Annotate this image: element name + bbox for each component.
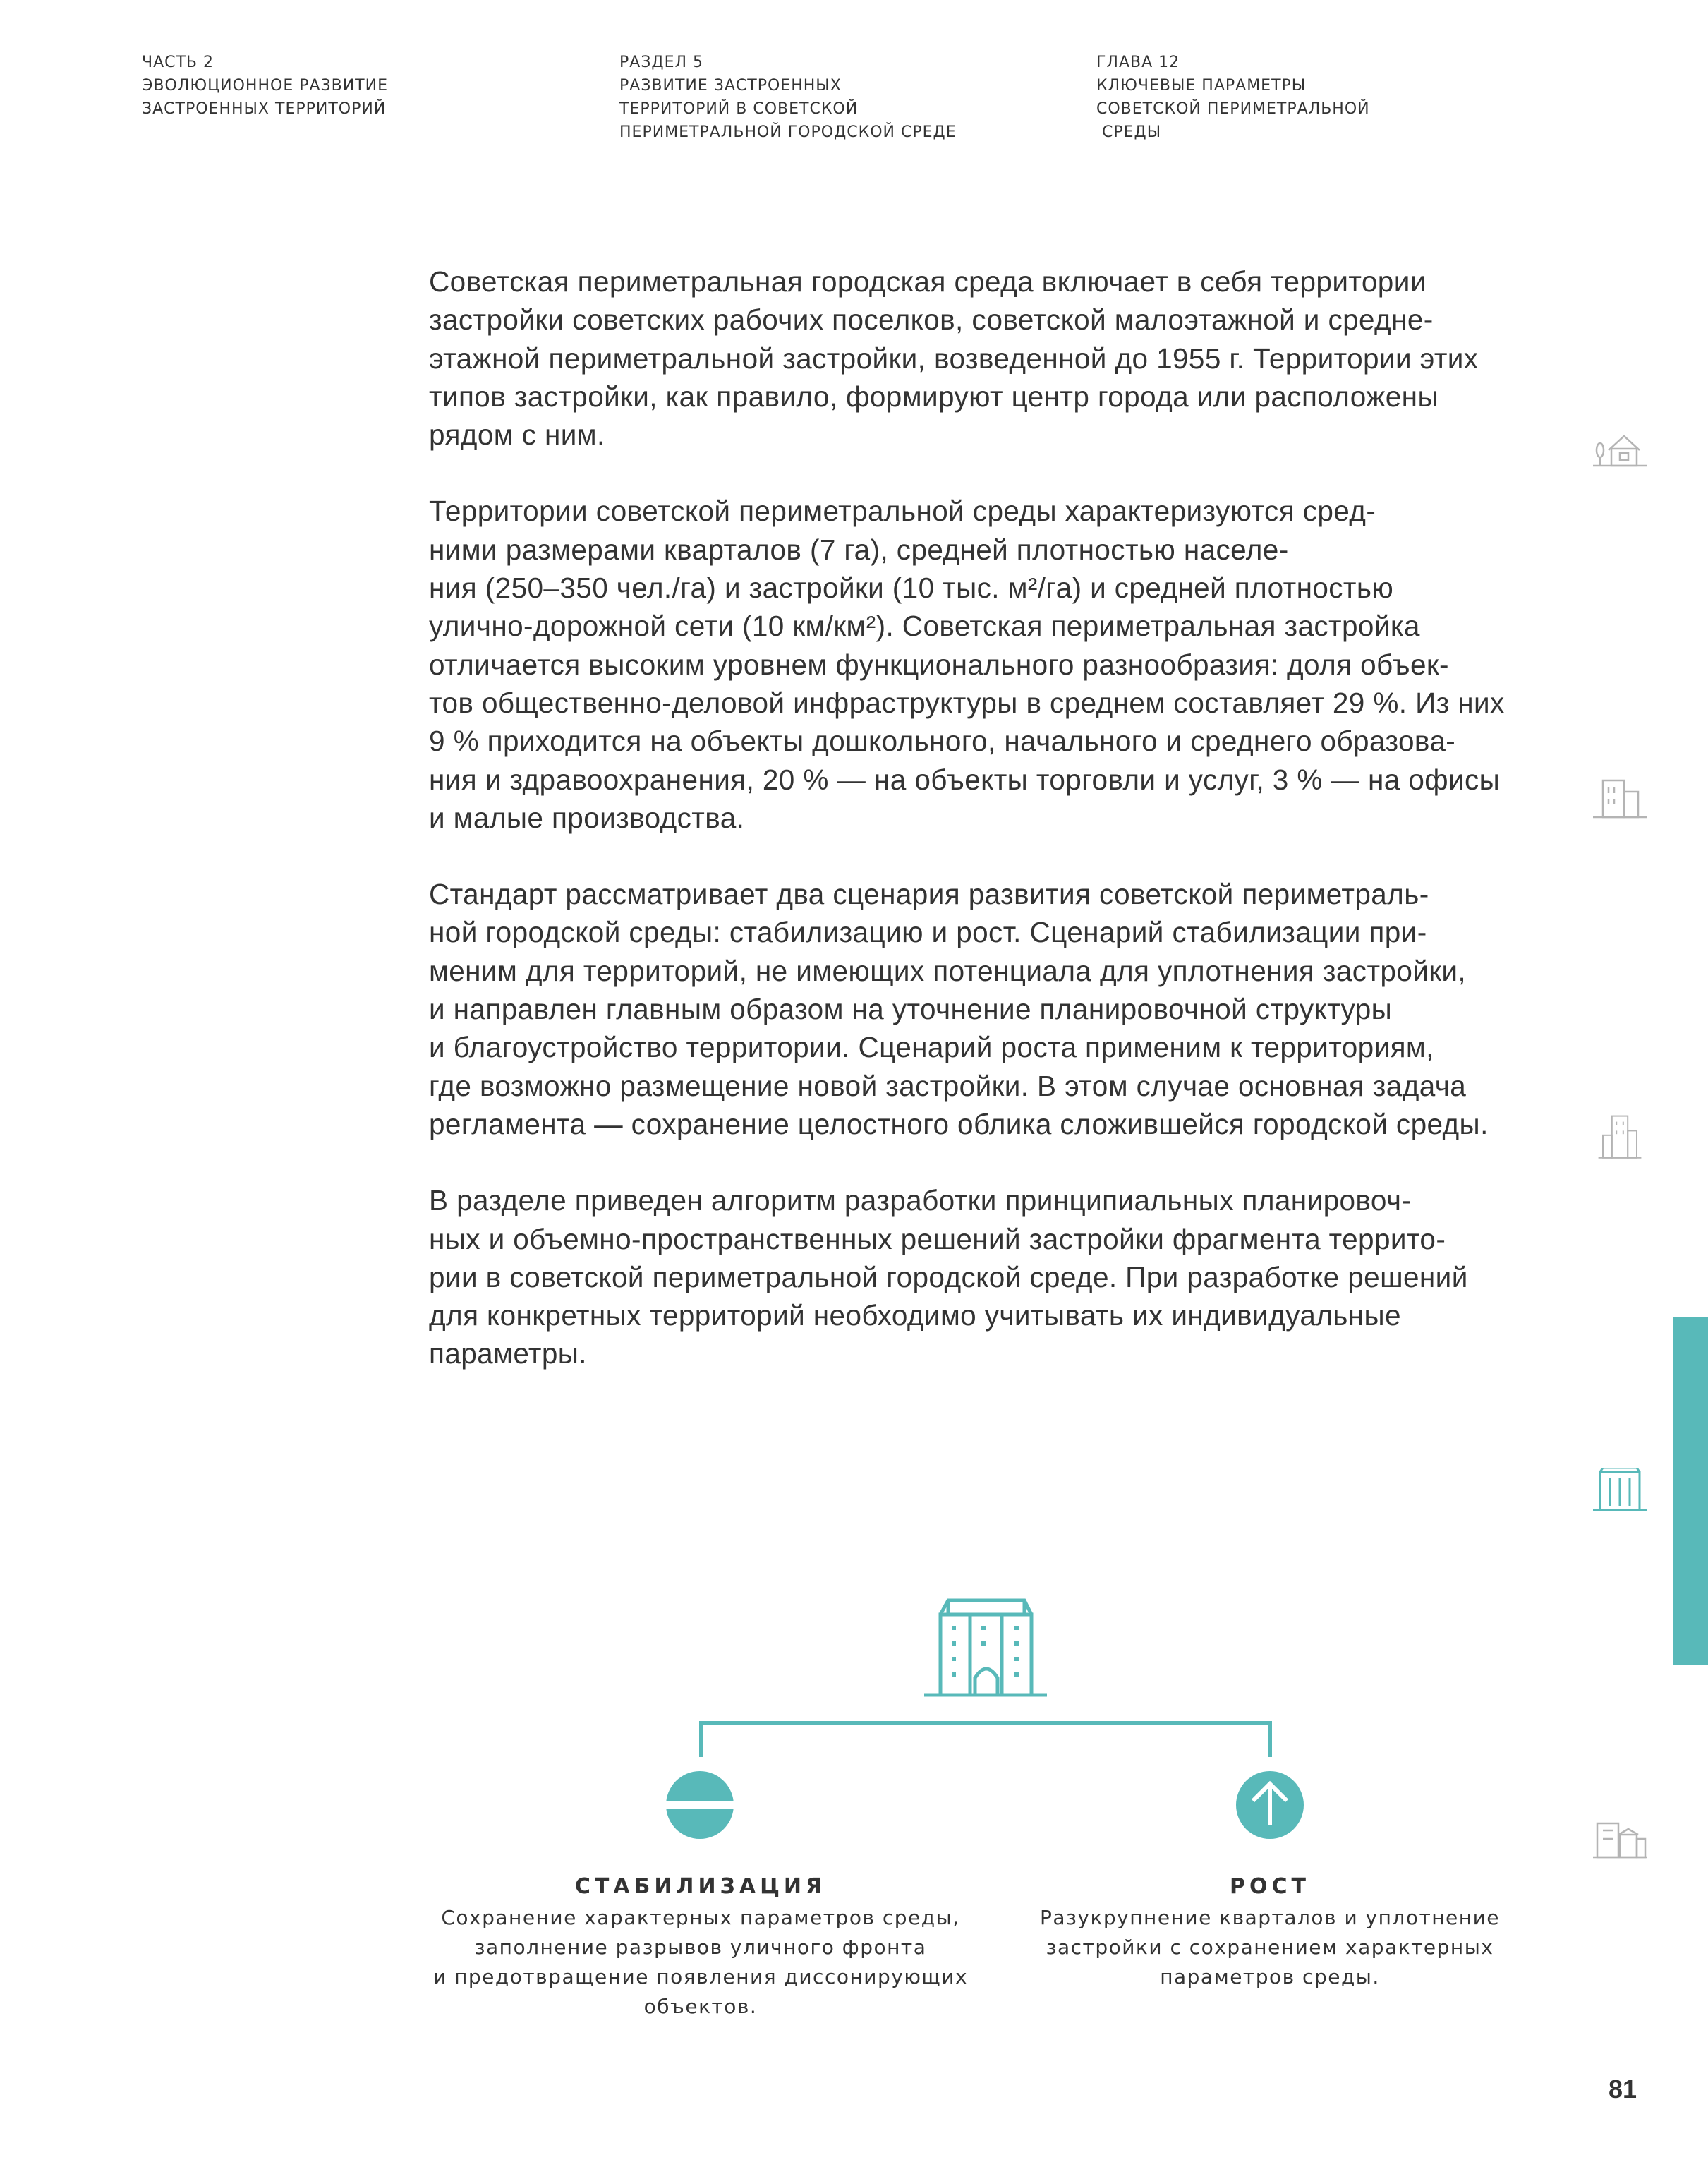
scenario-description: Сохранение характерных параметров среды, заполнение разрывов уличного фронта и предотвращение появления диссонирующих объектов. [432, 1906, 969, 2018]
scenario-title: РОСТ [1230, 1874, 1310, 1899]
low-rise-building-icon [1593, 776, 1647, 821]
page-number: 81 [1609, 2075, 1637, 2103]
section-tab-marker [1673, 1317, 1708, 1665]
scenario-stabilization [395, 1874, 1006, 2022]
paragraph-2: Территории советской периметральной среды характеризуются сред- ними размерами кварталов (7 га), средней плотностью населе- ния (250–350 чел./га) и застройки (10 тыс. м²/га) и средней плотностью улично-дорожной сети (10 км/км²). Советская периметральная застройка отличается высоким уровнем функционального разнообразия: доля объек- тов общественно-деловой инфраструктуры в среднем составляет 29 %. Из них 9 % приходится на объекты дошкольного, начального и среднего образова- ния и здравоохранения, 20 % — на объекты торговли и услуг, 3 % — на офисы и малые производства. [429, 495, 1505, 834]
arrow-up-circle-icon [1236, 1771, 1304, 1839]
scenario-growth [988, 1874, 1552, 1992]
body-text [429, 262, 1572, 1411]
perimeter-building-icon-active [1593, 1468, 1647, 1513]
scenario-title: СТАБИЛИЗАЦИЯ [574, 1874, 827, 1899]
mixed-buildings-icon [1593, 1818, 1647, 1863]
paragraph-4: В разделе приведен алгоритм разработки принципиальных планировоч- ных и объемно-пространственных решений застройки фрагмента террито- рии в советской периметральной городской среде. При разработке решений для конкретных территорий необходимо учитывать их индивидуальные параметры. [429, 1184, 1468, 1370]
header-section: РАЗДЕЛ 5 РАЗВИТИЕ ЗАСТРОЕННЫХ ТЕРРИТОРИЙ В СОВЕТСКОЙ ПЕРИМЕТРАЛЬНОЙ ГОРОДСКОЙ СРЕДЕ [619, 54, 957, 141]
house-with-tree-icon [1593, 426, 1647, 471]
header-part: ЧАСТЬ 2 ЭВОЛЮЦИОННОЕ РАЗВИТИЕ ЗАСТРОЕННЫХ ТЕРРИТОРИЙ [142, 54, 388, 118]
branch-connector [701, 1723, 1270, 1757]
paragraph-3: Стандарт рассматривает два сценария развития советской периметраль- ной городской среды: стабилизацию и рост. Сценарий стабилизации при- меним для территорий, не имеющих потенциала для уплотнения застройки, и направлен главным образом на уточнение планировочной структуры и благоустройство территории. Сценарий роста применим к территориям, где возможно размещение новой застройки. В этом случае основная задача регламента — сохранение целостного облика сложившейся городской среды. [429, 878, 1489, 1140]
paragraph-1: Советская периметральная городская среда включает в себя территории застройки советских рабочих поселков, советской малоэтажной и средне- этажной периметральной застройки, возведенной до 1955 г. Территории этих типов застройки, как правило, формируют центр города или расположены рядом с ним. [429, 265, 1479, 452]
high-rise-building-icon [1593, 1115, 1647, 1160]
minus-circle-icon [666, 1771, 734, 1839]
perimeter-building-icon [924, 1600, 1047, 1695]
header-chapter: ГЛАВА 12 КЛЮЧЕВЫЕ ПАРАМЕТРЫ СОВЕТСКОЙ ПЕРИМЕТРАЛЬНОЙ СРЕДЫ [1096, 54, 1370, 141]
scenario-description: Разукрупнение кварталов и уплотнение застройки с сохранением характерных параметров среды. [1039, 1906, 1501, 1988]
